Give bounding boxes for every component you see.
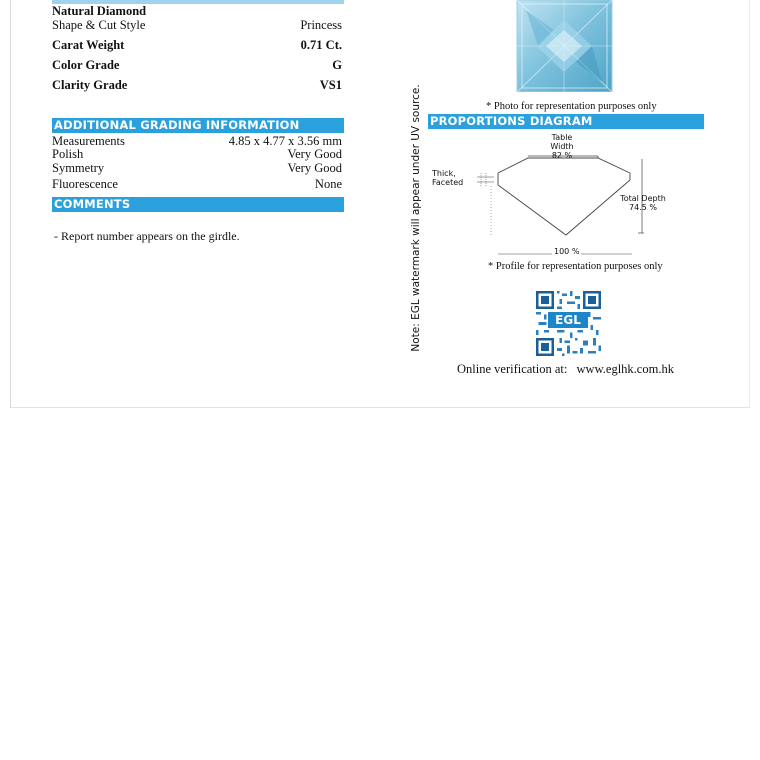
color-value: G <box>332 58 342 72</box>
verification-url[interactable]: www.eglhk.com.hk <box>576 362 674 376</box>
table-width-label: Table Width 82 % <box>550 133 574 160</box>
pavilion-outline <box>498 180 630 235</box>
shape-value: Princess <box>300 18 342 32</box>
polish-label: Polish <box>52 147 84 161</box>
symmetry-label: Symmetry <box>52 161 105 175</box>
crown-outline <box>498 158 630 173</box>
diamond-photo <box>516 0 613 92</box>
girdle-label: Thick, Faceted <box>432 169 464 187</box>
width-label: 100 % <box>554 247 580 256</box>
measurements-label: Measurements <box>52 134 125 148</box>
profile-caption: * Profile for representation purposes only <box>488 261 663 272</box>
proportions-diagram-header: PROPORTIONS DIAGRAM <box>428 114 704 129</box>
color-label: Color Grade <box>52 58 120 72</box>
total-depth-label: Total Depth 74.5 % <box>620 194 666 212</box>
egl-logo-badge: EGL <box>548 312 588 328</box>
clarity-label: Clarity Grade <box>52 78 128 92</box>
shape-label: Shape & Cut Style <box>52 18 146 32</box>
verification-label: Online verification at: <box>457 362 568 376</box>
comments-text: - Report number appears on the girdle. <box>54 229 240 243</box>
carat-value: 0.71 Ct. <box>300 38 342 52</box>
additional-grading-header: ADDITIONAL GRADING INFORMATION <box>52 118 344 133</box>
online-verification <box>457 362 674 377</box>
polish-value: Very Good <box>287 147 342 161</box>
photo-caption: * Photo for representation purposes only <box>486 101 657 112</box>
comments-header: COMMENTS <box>52 197 344 212</box>
fluorescence-label: Fluorescence <box>52 177 118 191</box>
clarity-value: VS1 <box>319 78 342 92</box>
carat-label: Carat Weight <box>52 38 125 52</box>
uv-watermark-note: Note: EGL watermark will appear under UV source. <box>410 84 422 352</box>
fluorescence-value: None <box>314 177 342 191</box>
measurements-value: 4.85 x 4.77 x 3.56 mm <box>228 134 342 148</box>
symmetry-value: Very Good <box>287 161 342 175</box>
